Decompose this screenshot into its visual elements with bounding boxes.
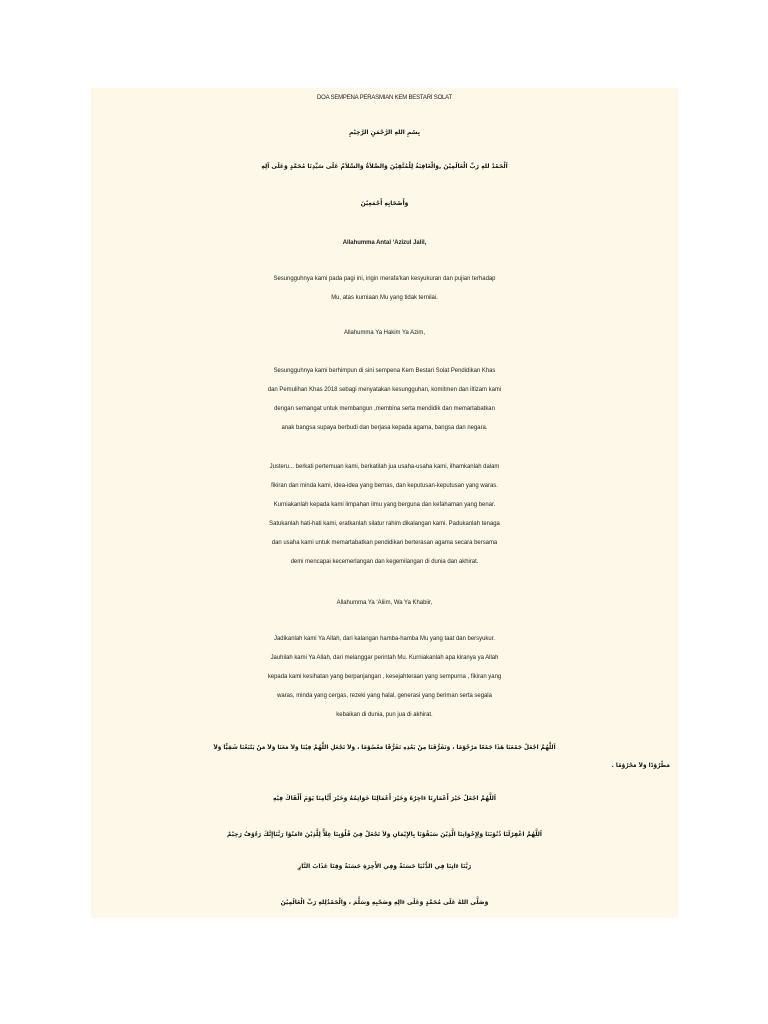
paragraph-line: Sesungguhnya kami pada pagi ini, ingin merafa'kan kesyukuran dan pujian terhadap [273, 276, 496, 282]
paragraph-line: Sesungguhnya kami berhimpun di sini sempena Kem Bestari Solat Pendidikan Khas [273, 368, 496, 374]
dua-arabic-line-1b: مَطْرُوْدًا وَلاَ مَحْرُوْمًا . [611, 763, 670, 769]
paragraph-line: Justeru... berkati pertemuan kami, berkatilah jua usaha-usaha kami, ilhamkanlah dalam [269, 464, 500, 470]
paragraph-line: kepada kami kesihatan yang berpanjangan , kesejahteraan yang sempurna , fikiran yang [267, 674, 502, 680]
heading-ya-aliim-ya-khabiir: Allahumma Ya ‘Aliim, Wa Ya Khabiir, [336, 600, 433, 606]
heading-antal-azizul-jalil: Allahumma Antal ‘Azizul Jalil, [342, 240, 427, 246]
opening-arabic-line-1: اَلْحَمْدُ للهِ رَبِّ الْعَالَمِيْنَ ,وَالْعَاقِبَةُ لِلْمُتَّقِيْنَ وَالصَّلاَةُ وَالسَّلاَمُ عَلَى سَيِّدِنَا مُحَمَّدٍ وَعَلَى آلِهِ [261, 163, 508, 170]
basmalah: بِسْمِ اللهِ الرَّحْمَنِ الرَّحِيْمِ [348, 129, 421, 136]
dua-arabic-line-4: رَبَّنَا ءَاتِنَا فِي الدُّنْيَا حَسَنَةً وَفِي الأَخِرَةِ حَسَنَةً وَقِنَا عَذَابَ النَّارِ [297, 863, 472, 870]
paragraph-line: Satukanlah hati-hati kami, eratkanlah silatur rahim dikalangan kami. Padukanlah tenaga [269, 521, 500, 527]
document-title: DOA SEMPENA PERASMIAN KEM BESTARI SOLAT [316, 95, 452, 101]
paragraph-line: anak bangsa supaya berbudi dan berjasa kepada agama, bangsa dan negara. [281, 425, 488, 431]
paragraph-line: Mu, atas kurniaan Mu yang tidak ternilai. [331, 295, 438, 301]
dua-arabic-line-2: اَللَّهُمَّ اجْعَلْ خَيْرَ أَعْمَارِنَا ءَاخِرُهُ وَخَيْرَ أَعْمَالِنَا خَوَاتِمُهُ وَخَيْرَ أَيَّامِنَا يَوْمَ أَلْقَاكَ فِيْهِ [273, 795, 496, 802]
dua-arabic-line-1a: اَللَّهُمَّ اجْعَلْ جَمْعَنَا هَذَا جَمْعًا مَرْحُوْمًا ، وَتَفَرُّقَنَا مِنْ بَعْدِهِ تَفَرُّقًا مَعْصُوْمًا ، وَلاَ تَجْعَلِ اللَّهُمَّ فِيْنَا وَلاَ مَعَنَا وَلاَ مَنْ يَتْبَعُنَا شَقِيًّا وَلاَ [213, 745, 556, 751]
document-page [91, 88, 678, 918]
paragraph-line: demi mencapai kecemerlangan dan kegemilangan di dunia dan akhirat. [290, 559, 479, 565]
dua-arabic-line-3: اَللَّهُمَّ اغْفِرْلَنَا ذُنُوْبَنَا وَلِإِخْوَانِنَا الَّذِيْنَ سَبَقُوْنَا بِالإِيْمَانِ وَلاَ تَجْعَلْ فِيْ قُلُوْبِنَا غِلاًّ لِلَّذِيْنَ ءَامَنُوْا رَبَّنَاإِنَّكَ رَءُوْفٌ رَحِيْمٌ [227, 831, 542, 838]
paragraph-line: Kurniakanlah kepada kami limpahan ilmu yang berguna dan kefahaman yang benar. [273, 502, 496, 508]
paragraph-line: waras, minda yang cergas, rezeki yang halal, generasi yang beriman serta segala [277, 693, 492, 699]
heading-ya-hakim-ya-azim: Allahumma Ya Hakim Ya Azim, [343, 330, 426, 336]
paragraph-line: Jadikanlah kami Ya Allah, dari kalangan hamba-hamba Mu yang taat dan bersyukur. [274, 636, 495, 642]
paragraph-line: dengan semangat untuk membangun ,membina serta mendidik dan memartabatkan [274, 406, 495, 412]
paragraph-line: dan Pemulihan Khas 2018 sebagi menyatakan kesungguhan, komitmen dan iltizam kami [267, 387, 502, 393]
dua-arabic-line-5: وَصَلَّى اللهُ عَلَى مُحَمَّدٍ وَعَلَى ءَالِهِ وَصَحْبِهِ وَسَلَّمَ ، وَالْحَمْدُلِلهِ رَبِّ الْعَالَمِيْنَ [280, 899, 489, 906]
paragraph-line: Jauhilah kami Ya Allah, dari melanggar perintah Mu. Kurniakanlah apa kiranya ya Allah [270, 655, 499, 661]
opening-arabic-line-2: وَأَصْحَابِهِ أَجْمَعِيْنَ [360, 200, 409, 207]
paragraph-line: kebaikan di dunia, pun jua di akhirat. [336, 712, 433, 718]
paragraph-line: dan usaha kami untuk memartabatkan pendidikan berterasan agama secara bersama [271, 540, 498, 546]
paragraph-line: fikiran dan minda kami, idea-idea yang bernas, dan keputusan-keputusan yang waras. [271, 483, 498, 489]
